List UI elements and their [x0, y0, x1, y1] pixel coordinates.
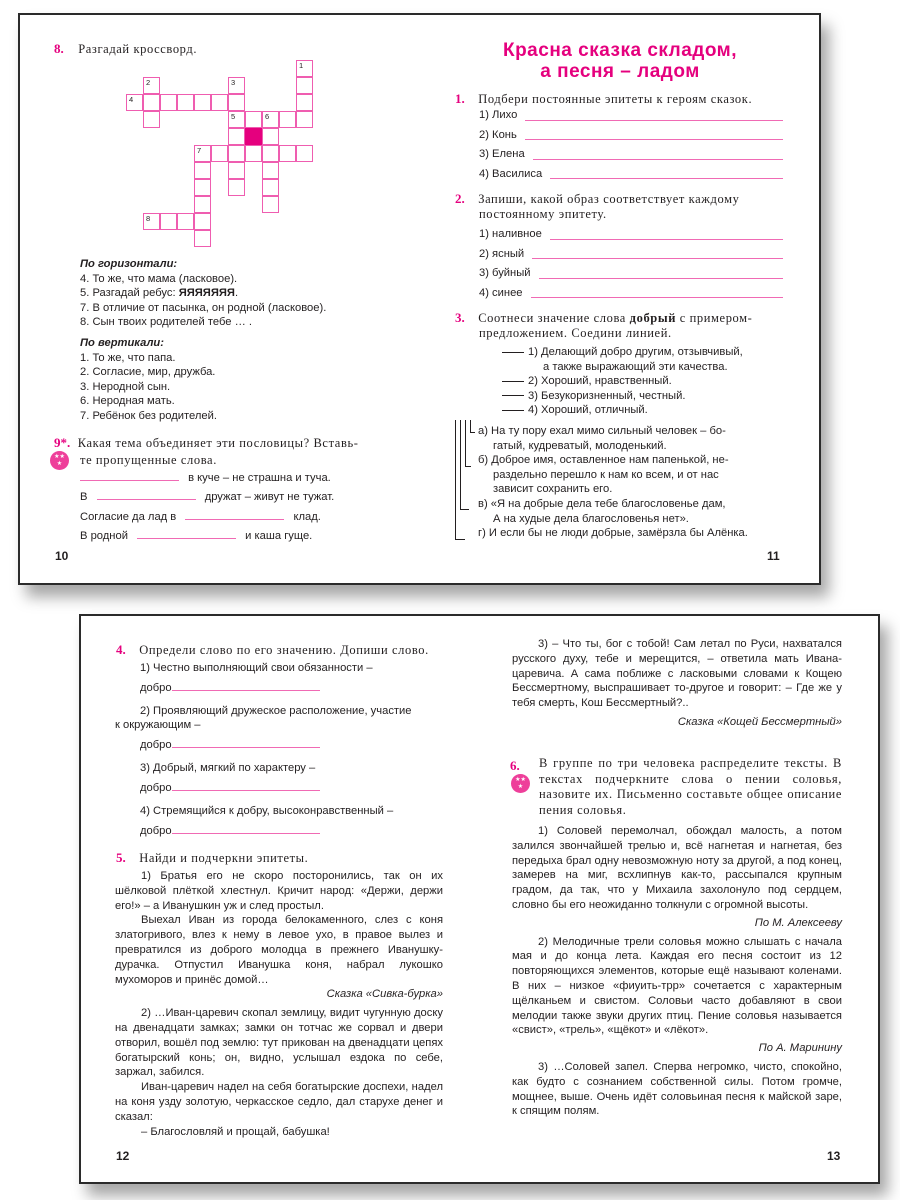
source-citation: Сказка «Сивка-бурка»	[326, 988, 443, 1001]
answer-blank[interactable]	[172, 790, 320, 791]
proverb-text: В	[80, 491, 88, 503]
item-label: 4) Василиса	[479, 167, 543, 180]
task-text: Найди и подчеркни эпитеты.	[139, 851, 309, 865]
crossword-cell[interactable]	[143, 111, 160, 128]
task-text-continued: постоянному эпитету.	[479, 207, 607, 221]
task-text: В группе по три человека распределите тексты. В текстах подчеркните слова о пении соловья, назовите их. Письменно составьте общее описание пения соловья.	[539, 756, 842, 817]
bracket-line-a	[470, 420, 471, 432]
crossword-cell[interactable]	[143, 77, 160, 94]
crossword-cell[interactable]	[262, 179, 279, 196]
crossword-cell[interactable]	[228, 162, 245, 179]
nightingale-texts	[512, 824, 842, 1119]
definition-3: 3) Добрый, мягкий по характеру –	[140, 762, 316, 774]
answer-blank[interactable]	[185, 519, 284, 520]
hero-item	[479, 108, 783, 123]
title-line-1: Красна сказка складом,	[502, 40, 738, 61]
clue-number: 8	[146, 214, 151, 223]
proverb-2	[80, 490, 334, 505]
clue-number: 7	[197, 146, 202, 155]
bracket-line-a	[470, 432, 475, 433]
crossword-cell[interactable]	[177, 213, 194, 230]
example-g[interactable]: г) И если бы не люди добрые, замёрзла бы Алёнка.	[478, 527, 748, 540]
item-label: 3) буйный	[479, 267, 531, 279]
example-v-continued: А на худые дела благословенья нет».	[493, 512, 689, 525]
crossword-cell[interactable]	[245, 111, 262, 128]
crossword-cell[interactable]	[194, 196, 211, 213]
item-label: 1) наливное	[479, 228, 542, 240]
answer-row-3: добро	[115, 781, 445, 795]
answer-blank[interactable]	[531, 297, 783, 298]
task-text: Определи слово по его значению. Допиши слово.	[139, 643, 429, 657]
crossword-cell[interactable]	[262, 196, 279, 213]
proverb-4	[80, 529, 312, 544]
task-number: 2.	[455, 191, 465, 206]
meaning-1[interactable]: 1) Делающий добро другим, отзывчивый,	[502, 345, 743, 360]
examples-list	[478, 424, 783, 541]
meaning-2[interactable]: 2) Хороший, нравственный.	[502, 374, 743, 389]
crossword-cell[interactable]	[228, 77, 245, 94]
crossword-cell[interactable]	[194, 162, 211, 179]
epithet-item	[479, 286, 783, 301]
answer-blank[interactable]	[550, 178, 783, 179]
answer-blank[interactable]	[137, 538, 236, 539]
crossword-cell[interactable]	[279, 111, 296, 128]
task-8-header	[54, 40, 197, 58]
task-number: 3.	[455, 310, 465, 325]
crossword-cell[interactable]	[228, 111, 245, 128]
clue-number: 6	[265, 112, 270, 121]
crossword-cell[interactable]	[296, 94, 313, 111]
proverb-text: дружат – живут не тужат.	[204, 491, 335, 503]
epithet-item	[479, 247, 783, 262]
clue-horizontal-8: 8. Сын твоих родителей тебе … .	[80, 316, 253, 329]
source-citation: По М. Алексееву	[754, 916, 842, 929]
proverb-1	[80, 471, 331, 486]
meaning-1-continued: а также выражающий эти качества.	[543, 360, 728, 373]
example-b[interactable]: б) Доброе имя, оставленное нам папенькой, не-	[478, 454, 729, 467]
section-title	[470, 40, 770, 82]
clue-number: 5	[231, 112, 236, 121]
item-label: 4) синее	[479, 286, 523, 299]
page-number: 11	[767, 549, 780, 563]
task-number: 8.	[54, 41, 64, 56]
proverb-text: в куче – не страшна и туча.	[188, 472, 331, 484]
clue-horizontal-5: 5. Разгадай ребус: ЯЯЯЯЯЯЯ.	[80, 287, 239, 300]
proverb-text: В родной	[80, 530, 128, 542]
bracket-line-b	[465, 420, 466, 466]
crossword-cell[interactable]	[262, 128, 279, 145]
task-number: 4.	[116, 642, 126, 657]
clue-number: 2	[146, 78, 151, 87]
crossword-cell[interactable]	[143, 94, 160, 111]
source-citation: Сказка «Кощей Бессмертный»	[677, 715, 842, 728]
connector-dash	[502, 410, 524, 411]
paragraph: Иван-царевич надел на себя богатырские доспехи, надел на коня узду золотую, черкасское седло, дал старухе денег и сказал:	[115, 1081, 443, 1123]
item-label: 1) Лихо	[479, 109, 518, 121]
task-1-header	[455, 90, 752, 108]
paragraph: 1) Соловей перемолчал, обождал малость, а потом залился звончайшей трелью и, всё нагнетая и нагнетая, без передыха брал одну невозможную ноту за другой, а под конец, замерев на миг, всхлипнув как-то, рассыпался крупным градом, да так, что у Михаила захолонуло под сердцем, словно бы его неожиданно толкнули с огромной высоты.	[512, 825, 842, 911]
clue-number: 3	[231, 78, 236, 87]
clue-horizontal-4: 4. То же, что мама (ласковое).	[80, 272, 238, 285]
meaning-4[interactable]: 4) Хороший, отличный.	[502, 403, 743, 418]
connector-dash	[502, 395, 524, 396]
crossword-filled-cell	[245, 128, 262, 145]
crossword-cell[interactable]	[194, 179, 211, 196]
crossword-cell[interactable]	[160, 94, 177, 111]
answer-blank[interactable]	[525, 120, 783, 121]
connector-dash	[502, 381, 524, 382]
example-b-continued: раздельно перешло к нам ко всем, и от нас	[493, 468, 719, 481]
answer-row-4: добро	[115, 824, 445, 838]
crossword-cell[interactable]	[194, 230, 211, 247]
answer-blank[interactable]	[172, 690, 320, 691]
example-b-continued: зависит сохранить его.	[493, 483, 613, 496]
task-text: Соотнеси значение слова добрый с примером-	[478, 311, 753, 325]
title-line-2: а песня – ладом	[540, 61, 700, 82]
crossword-clues	[80, 257, 420, 424]
hero-item	[479, 128, 783, 143]
task-5-header	[116, 849, 308, 867]
epithet-item	[479, 266, 783, 281]
vertical-clues-title: По вертикали:	[80, 336, 164, 349]
clue-vertical-1: 1. То же, что папа.	[80, 351, 176, 364]
crossword-cell[interactable]	[296, 77, 313, 94]
hero-item	[479, 167, 783, 182]
definition-1: 1) Честно выполняющий свои обязанности –	[140, 662, 373, 674]
crossword-cell[interactable]	[262, 111, 279, 128]
task-number: 5.	[116, 850, 126, 865]
example-v[interactable]: в) «Я на добрые дела тебе благословенье дам,	[478, 497, 726, 510]
page-number: 13	[827, 1149, 841, 1163]
clue-vertical-7: 7. Ребёнок без родителей.	[80, 409, 217, 422]
definition-2-continued: к окружающим –	[115, 719, 201, 731]
crossword-cell[interactable]	[194, 213, 211, 230]
definition-4: 4) Стремящийся к добру, высоконравственный –	[140, 805, 394, 817]
crossword-cell[interactable]	[228, 179, 245, 196]
task-number: 6.	[510, 758, 520, 773]
example-a-continued: гатый, кудреватый, молоденький.	[493, 439, 667, 452]
clue-horizontal-7: 7. В отличие от пасынка, он родной (ласковое).	[80, 301, 327, 314]
paragraph: 3) …Соловей запел. Сперва негромко, чисто, спокойно, как будто с сознанием собственной силы. Потом громче, мощнее, выше. Очень идёт соловьиная песня к майской заре, к спящим полям.	[512, 1060, 842, 1118]
answer-blank[interactable]	[172, 747, 320, 748]
answer-blank[interactable]	[172, 833, 320, 834]
bracket-line-v	[460, 509, 469, 510]
answer-blank[interactable]	[80, 480, 179, 481]
crossword-cell[interactable]	[228, 128, 245, 145]
task-number: 1.	[455, 91, 465, 106]
answer-row-1: добро	[115, 681, 445, 695]
hero-item	[479, 147, 783, 162]
crossword-cell[interactable]	[296, 60, 313, 77]
paragraph: 3) – Что ты, бог с тобой! Сам летал по Руси, нахватался русского духу, тебе и мерещится, – ответила мать Ивана-царевича. А сама поближе с ласковыми словами к Кощею Бессмертному, выспрашивает то-другое и говорит: – Где же у тебя смерть, Кош Бессмертный?..	[512, 638, 842, 710]
task-5-texts	[115, 869, 443, 1139]
group-work-badge-icon: ★★ ★	[50, 451, 69, 470]
crossword-cell[interactable]	[296, 111, 313, 128]
meanings-list	[502, 345, 743, 418]
crossword-cell[interactable]	[143, 213, 160, 230]
proverb-3	[80, 510, 321, 525]
crossword-cell[interactable]	[279, 145, 296, 162]
task-number: 9*.	[54, 435, 71, 450]
task-text-continued: предложением. Соедини линией.	[479, 326, 672, 340]
crossword-cell[interactable]	[296, 145, 313, 162]
bracket-line-v	[460, 420, 461, 509]
task-4-header	[116, 641, 429, 659]
horizontal-clues-title: По горизонтали:	[80, 258, 178, 270]
answer-blank[interactable]	[525, 139, 783, 140]
answer-blank[interactable]	[539, 278, 783, 279]
task-text: Какая тема объединяет эти пословицы? Вставь-	[77, 436, 359, 450]
task-text-continued: те пропущенные слова.	[80, 453, 217, 467]
crossword-cell[interactable]	[211, 145, 228, 162]
item-label: 2) Конь	[479, 128, 517, 141]
paragraph: 2) Мелодичные трели соловья можно слышать с начала мая и до конца лета. Каждая его песня состоит из 12 повторяющихся элементов, которые ещё называют коленами. В них – низкое «фиуить-трр» сочетается с характерным щёлканьем и свистом. Соловьи часто добавляют в свои мелодии также звуки других птиц. Пение соловья называется «свист», «трель», «щёкот» и «лёкот».	[512, 935, 842, 1037]
crossword-cell[interactable]	[126, 94, 143, 111]
paragraph: 2) …Иван-царевич скопал землицу, видит чугунную доску на двенадцати замках; замки он тотчас же сорвал и двери отворил, вошёл под землю: тут прикован на двенадцати цепях богатырский конь; он, видно, услышал ездока по себе, заржал, забился.	[115, 1007, 443, 1079]
paragraph: – Благословляй и прощай, бабушка!	[141, 1125, 330, 1138]
proverb-text: и каша гуще.	[245, 530, 313, 542]
item-label: 2) ясный	[479, 247, 525, 260]
bracket-line-g	[455, 420, 456, 539]
source-citation: По А. Маринину	[758, 1042, 842, 1055]
crossword-cell[interactable]	[160, 213, 177, 230]
clue-number: 4	[129, 95, 134, 104]
paragraph: 1) Братья его не скоро посторонились, так он их шёлковой плёткой хлестнул. Кричит народ: «Держи, держи его!» – а Иванушкин уж и след простыл.	[115, 870, 443, 912]
crossword-cell[interactable]	[228, 145, 245, 162]
task-text: Запиши, какой образ соответствует каждому	[478, 192, 740, 206]
crossword-cell[interactable]	[228, 94, 245, 111]
group-work-badge-icon: ★★ ★	[511, 774, 530, 793]
page-number: 12	[116, 1149, 130, 1163]
answer-blank[interactable]	[97, 499, 196, 500]
clue-vertical-2: 2. Согласие, мир, дружба.	[80, 366, 216, 379]
definition-2: 2) Проявляющий дружеское расположение, участие	[140, 705, 412, 717]
task-9-header	[54, 434, 359, 452]
task-6-header	[510, 757, 520, 775]
task-text: Разгадай кроссворд.	[78, 42, 198, 56]
clue-vertical-6: 6. Неродная мать.	[80, 395, 175, 408]
paragraph: Выехал Иван из города белокаменного, слез с коня златогривого, влез к нему в левое ухо, в правое вылез и превратился из доброго молодца в прежнего Иванушку-дурачка. Отпустил Иванушка коня, набрал лукошко мухоморов и принёс домой…	[115, 914, 443, 986]
clue-vertical-3: 3. Неродной сын.	[80, 380, 171, 393]
crossword-cell[interactable]	[194, 145, 211, 162]
answer-blank[interactable]	[533, 159, 783, 160]
clue-number: 1	[299, 61, 304, 70]
crossword-grid	[126, 60, 316, 250]
connector-dash	[502, 352, 524, 353]
proverb-text: клад.	[293, 511, 321, 523]
crossword-cell[interactable]	[262, 162, 279, 179]
answer-blank[interactable]	[550, 239, 783, 240]
task-4-items	[115, 661, 445, 838]
crossword-cell[interactable]	[245, 145, 262, 162]
item-label: 3) Елена	[479, 148, 525, 160]
proverb-text: Согласие да лад в	[80, 511, 177, 523]
example-a[interactable]: а) На ту пору ехал мимо сильный человек – бо-	[478, 425, 726, 437]
task-text: Подбери постоянные эпитеты к героям сказок.	[478, 92, 753, 106]
bracket-line-g	[455, 539, 465, 540]
crossword-cell[interactable]	[194, 94, 211, 111]
bracket-line-b	[465, 466, 471, 467]
page-13-text	[512, 637, 842, 730]
answer-row-2: добро	[115, 738, 445, 752]
crossword-cell[interactable]	[262, 145, 279, 162]
page-number: 10	[55, 549, 69, 563]
meaning-3[interactable]: 3) Безукоризненный, честный.	[502, 389, 743, 404]
crossword-cell[interactable]	[177, 94, 194, 111]
answer-blank[interactable]	[532, 258, 783, 259]
epithet-item	[479, 227, 783, 242]
crossword-cell[interactable]	[211, 94, 228, 111]
